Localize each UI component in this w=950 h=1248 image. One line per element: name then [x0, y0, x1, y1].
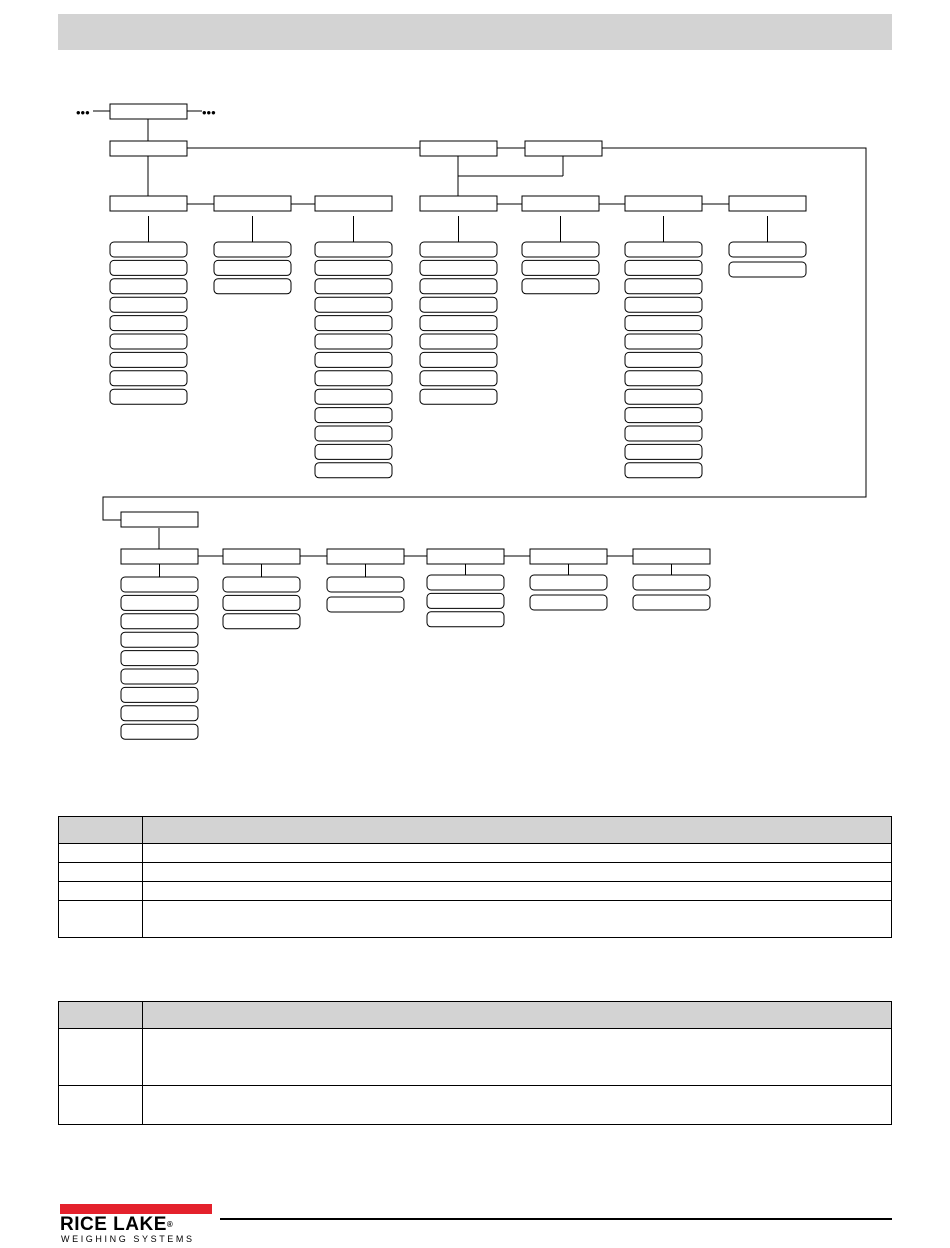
parameter-option-box [633, 595, 710, 610]
parameter-option-box [633, 575, 710, 590]
parameter-option-box [327, 597, 404, 612]
parameter-option-box [315, 463, 392, 478]
menu-level3-box [633, 549, 710, 564]
menu-lower-top-box [121, 512, 198, 527]
table-cell [143, 844, 892, 863]
logo-name-group [60, 1215, 220, 1235]
parameter-option-box [420, 334, 497, 349]
menu-level3-box [427, 549, 504, 564]
table-row [59, 1086, 892, 1125]
table-row [59, 844, 892, 863]
parameter-option-box [223, 614, 300, 629]
parameter-option-box [625, 444, 702, 459]
parameter-option-box [327, 577, 404, 592]
parameter-table-1 [58, 816, 892, 938]
parameter-option-box [420, 371, 497, 386]
parameter-option-box [110, 242, 187, 257]
table-header-row [59, 1002, 892, 1029]
parameter-option-box [420, 352, 497, 367]
ellipsis-left: ••• [76, 105, 90, 120]
menu-level2-box-3 [525, 141, 602, 156]
parameter-option-box [121, 651, 198, 666]
menu-level3-box [214, 196, 291, 211]
parameter-option-box [625, 389, 702, 404]
parameter-option-box [427, 593, 504, 608]
footer-rule [220, 1218, 892, 1220]
parameter-option-box [625, 334, 702, 349]
table-cell [59, 1086, 143, 1125]
parameter-option-box [427, 612, 504, 627]
table-cell [59, 844, 143, 863]
parameter-option-box [315, 297, 392, 312]
menu-level3-box [522, 196, 599, 211]
table-header-row [59, 817, 892, 844]
parameter-option-box [110, 297, 187, 312]
menu-level3-box [121, 549, 198, 564]
logo-name: RICE LAKE [60, 1214, 167, 1235]
parameter-option-box [625, 242, 702, 257]
menu-level3-box [729, 196, 806, 211]
parameter-option-box [121, 595, 198, 610]
menu-level2-box-2 [420, 141, 497, 156]
parameter-option-box [110, 371, 187, 386]
parameter-option-box [214, 260, 291, 275]
table-cell [143, 901, 892, 938]
table-header-cell [143, 817, 892, 844]
menu-level3-box [223, 549, 300, 564]
parameter-option-box [420, 260, 497, 275]
parameter-option-box [625, 426, 702, 441]
parameter-option-box [625, 279, 702, 294]
table-row [59, 882, 892, 901]
parameter-option-box [522, 279, 599, 294]
parameter-option-box [530, 575, 607, 590]
table-cell [59, 901, 143, 938]
table-row [59, 863, 892, 882]
table-cell [143, 1029, 892, 1086]
parameter-option-box [223, 595, 300, 610]
parameter-option-box [110, 279, 187, 294]
parameter-option-box [315, 444, 392, 459]
parameter-option-box [315, 316, 392, 331]
menu-level2-box-1 [110, 141, 187, 156]
parameter-option-box [315, 408, 392, 423]
parameter-option-box [121, 614, 198, 629]
table-header-cell [59, 817, 143, 844]
parameter-option-box [427, 575, 504, 590]
menu-level3-box [420, 196, 497, 211]
parameter-option-box [315, 352, 392, 367]
menu-level3-box [110, 196, 187, 211]
parameter-option-box [530, 595, 607, 610]
parameter-option-box [121, 724, 198, 739]
parameter-option-box [420, 297, 497, 312]
parameter-option-box [420, 316, 497, 331]
parameter-option-box [121, 632, 198, 647]
parameter-option-box [121, 687, 198, 702]
parameter-table-2 [58, 1001, 892, 1125]
parameter-option-box [625, 408, 702, 423]
parameter-option-box [223, 577, 300, 592]
table-row [59, 901, 892, 938]
menu-level3-box [530, 549, 607, 564]
parameter-option-box [315, 242, 392, 257]
parameter-option-box [315, 426, 392, 441]
parameter-option-box [729, 262, 806, 277]
parameter-option-box [420, 389, 497, 404]
logo-red-bar [60, 1204, 212, 1214]
parameter-option-box [625, 463, 702, 478]
parameter-option-box [214, 279, 291, 294]
parameter-option-box [121, 669, 198, 684]
parameter-option-box [121, 706, 198, 721]
menu-top-box [110, 104, 187, 119]
table-cell [143, 882, 892, 901]
parameter-option-box [110, 316, 187, 331]
table-cell [59, 882, 143, 901]
parameter-option-box [110, 352, 187, 367]
parameter-option-box [315, 371, 392, 386]
parameter-option-box [110, 389, 187, 404]
parameter-option-box [110, 334, 187, 349]
table-header-cell [59, 1002, 143, 1029]
table-cell [143, 1086, 892, 1125]
menu-level3-box [625, 196, 702, 211]
table-row [59, 1029, 892, 1086]
table-cell [59, 1029, 143, 1086]
parameter-option-box [625, 371, 702, 386]
parameter-option-box [420, 242, 497, 257]
table-cell [59, 863, 143, 882]
parameter-option-box [315, 334, 392, 349]
parameter-option-box [625, 316, 702, 331]
parameter-option-box [625, 260, 702, 275]
parameter-option-box [522, 260, 599, 275]
parameter-option-box [315, 389, 392, 404]
parameter-option-box [110, 260, 187, 275]
menu-level3-box [315, 196, 392, 211]
table-cell [143, 863, 892, 882]
rice-lake-logo [60, 1204, 220, 1244]
logo-tagline: WEIGHING SYSTEMS [61, 1234, 195, 1244]
table-header-cell [143, 1002, 892, 1029]
parameter-option-box [420, 279, 497, 294]
parameter-option-box [121, 577, 198, 592]
parameter-option-box [625, 352, 702, 367]
parameter-option-box [625, 297, 702, 312]
parameter-option-box [522, 242, 599, 257]
menu-level3-box [327, 549, 404, 564]
ellipsis-right: ••• [202, 105, 216, 120]
parameter-option-box [315, 260, 392, 275]
parameter-option-box [214, 242, 291, 257]
logo-registered-mark: ® [166, 1220, 174, 1229]
parameter-option-box [315, 279, 392, 294]
parameter-option-box [729, 242, 806, 257]
